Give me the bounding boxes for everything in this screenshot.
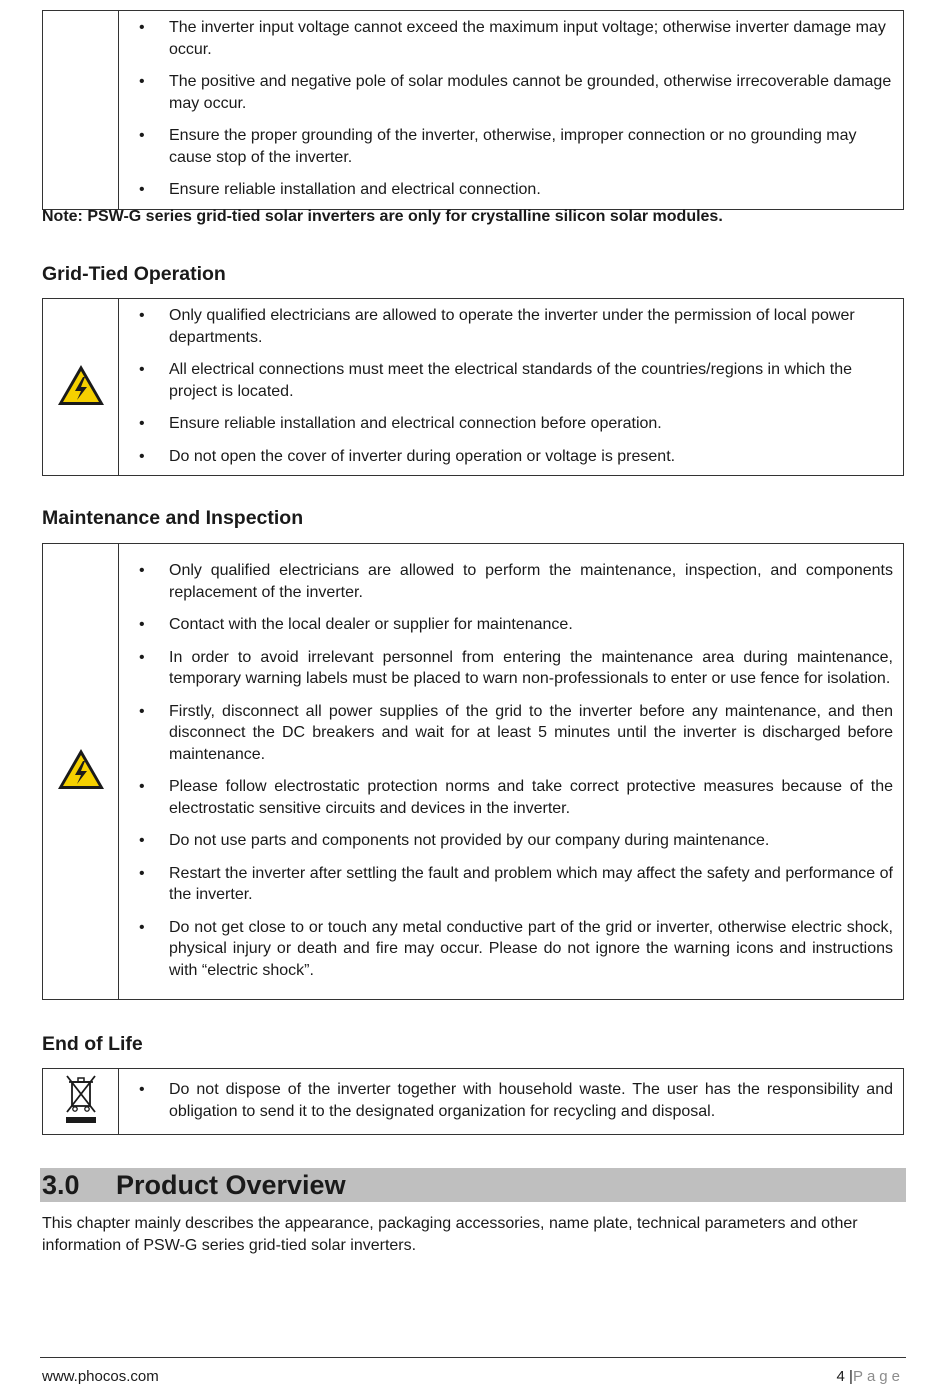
high-voltage-warning-icon xyxy=(56,363,106,407)
safety-box-general xyxy=(42,10,904,210)
section-title: Product Overview xyxy=(116,1170,346,1200)
safety-box-grid-tied xyxy=(42,298,904,476)
list-item: • Only qualified electricians are allowed to perform the maintenance, inspection, and components replacement of the inverter. xyxy=(139,562,893,601)
icon-cell xyxy=(43,299,119,476)
list-item: • Firstly, disconnect all power supplies of the grid to the inverter before any maintenance, and then disconnect the DC breakers and wait for at least 5 minutes until the inverter is discharged before maintenance. xyxy=(139,702,893,763)
list-item: • Do not open the cover of inverter during operation or voltage is present. xyxy=(139,447,676,465)
list-item: • In order to avoid irrelevant personnel from entering the maintenance area during maintenance, temporary warning labels must be placed to warn non-professionals to enter or use fence for isolation. xyxy=(139,648,893,687)
list-item: • Ensure the proper grounding of the inverter, otherwise, improper connection or no grounding may cause stop of the inverter. xyxy=(139,127,857,166)
list-item: • Do not dispose of the inverter together with household waste. The user has the responsibility and obligation to send it to the designated organization for recycling and disposal. xyxy=(139,1081,893,1120)
bullet-list-cell xyxy=(119,299,904,476)
bullet-list-cell xyxy=(119,11,904,210)
section-intro: This chapter mainly describes the appearance, packaging accessories, name plate, technical parameters and other information of PSW-G series grid-tied solar inverters. xyxy=(42,1215,858,1254)
footer-url: www.phocos.com xyxy=(42,1368,159,1385)
bullet-list-cell xyxy=(119,544,904,1000)
bullet-list xyxy=(139,17,893,201)
heading-maintenance: Maintenance and Inspection xyxy=(42,507,304,529)
list-item: • Ensure reliable installation and electrical connection before operation. xyxy=(139,415,662,432)
high-voltage-warning-icon xyxy=(56,747,106,791)
footer-page-number xyxy=(837,1368,904,1385)
heading-end-of-life: End of Life xyxy=(42,1033,143,1055)
list-item: • Ensure reliable installation and electrical connection. xyxy=(139,181,541,198)
list-item: • Do not get close to or touch any metal conductive part of the grid or inverter, otherwise electric shock, physical injury or death and fire may occur. Please do not ignore the warning icons and instructions with “electric shock”. xyxy=(139,918,893,979)
list-item: • Restart the inverter after settling the fault and problem which may affect the safety and performance of the inverter. xyxy=(139,864,893,903)
bullet-list xyxy=(139,1079,893,1122)
bullet-list-cell xyxy=(119,1069,904,1135)
section-number: 3.0 xyxy=(42,1170,80,1200)
icon-cell-empty xyxy=(43,11,119,210)
safety-box-maintenance xyxy=(42,543,904,1000)
list-item: • All electrical connections must meet the electrical standards of the countries/regions in which the project is located. xyxy=(139,361,853,400)
weee-crossed-bin-icon xyxy=(61,1072,101,1126)
heading-grid-tied: Grid-Tied Operation xyxy=(42,263,226,285)
bullet-list xyxy=(139,560,893,981)
list-item: • Do not use parts and components not provided by our company during maintenance. xyxy=(139,832,770,849)
list-item: • Please follow electrostatic protection norms and take correct protective measures because of the electrostatic sensitive circuits and devices in the inverter. xyxy=(139,778,893,817)
footer-divider xyxy=(40,1357,906,1358)
safety-box-end-of-life xyxy=(42,1068,904,1135)
page-word: Page xyxy=(852,1368,904,1385)
list-item: • The positive and negative pole of solar modules cannot be grounded, otherwise irrecoverable damage may occur. xyxy=(139,73,892,112)
list-item: • The inverter input voltage cannot exceed the maximum input voltage; otherwise inverter damage may occur. xyxy=(139,19,886,58)
note-text: Note: PSW-G series grid-tied solar inverters are only for crystalline silicon solar modules. xyxy=(42,208,723,225)
list-item: • Contact with the local dealer or supplier for maintenance. xyxy=(139,616,573,633)
icon-cell xyxy=(43,544,119,1000)
icon-cell xyxy=(43,1069,119,1135)
bullet-list xyxy=(139,305,893,467)
page-separator: | xyxy=(849,1368,853,1385)
list-item: • Only qualified electricians are allowed to operate the inverter under the permission of local power departments. xyxy=(139,307,855,346)
page-number: 4 xyxy=(836,1368,845,1385)
